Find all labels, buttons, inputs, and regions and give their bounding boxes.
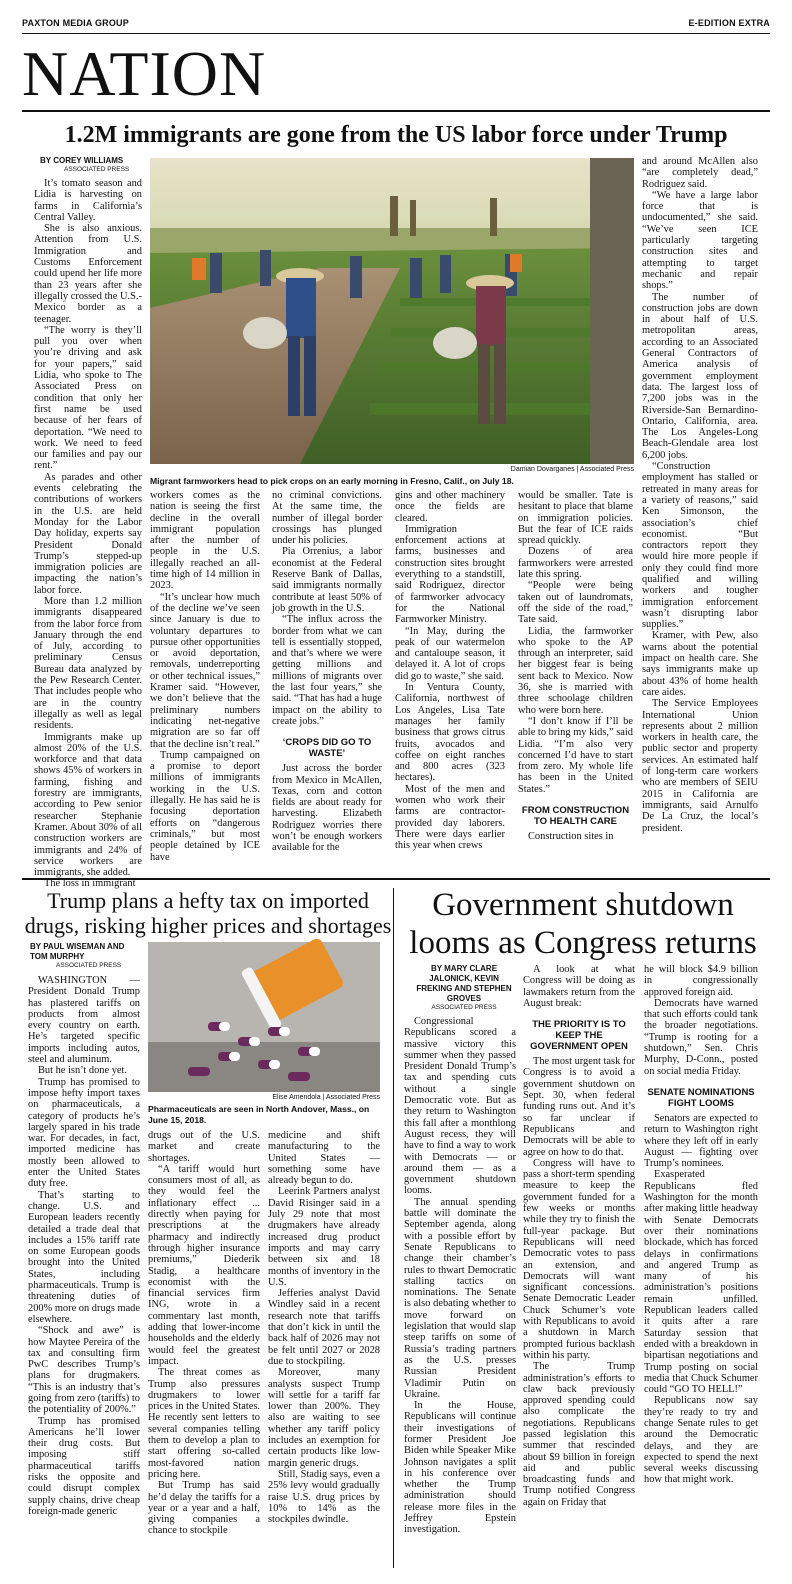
paragraph: The number of construction jobs are down in about half of U.S. metropolitan areas, according to an Associated General Contractors of America analysis of government employment data. The largest loss of 7,200 jobs was in the Riverside-San Bernardino-Ontario, California, area. The Los Angeles-Long Beach-Glendale area lost 6,200 jobs. — [642, 291, 758, 461]
story1-column-3 — [272, 490, 382, 870]
paragraph: drugs out of the U.S. market and create shortages. — [148, 1130, 260, 1164]
paragraph: workers comes as the nation is seeing the first decline in the overall immigrant population after the number of people in the U.S. illegally reached an all-time high of 14 million in 2023. — [150, 490, 260, 592]
paragraph: “A tariff would hurt consumers most of all, as they would feel the inflationary effect ... directly when paying for prescriptions at the pharmacy and indirectly through higher insurance premiums,” Diederik Stadig, a healthcare economist with the financial services firm ING, wrote in a commentary last month, adding that lower-income households and the elderly would feel the greatest impact. — [148, 1163, 260, 1367]
story1-column-5 — [518, 490, 633, 870]
story2-column-3 — [268, 1130, 380, 1567]
paragraph: Senators are expected to return to Washington right where they left off in early August — fighting over Trump’s nominees. — [644, 1112, 758, 1170]
paragraph: would be smaller. Tate is hesitant to place that blame on immigration policies. But the fear of ICE raids spread quickly. — [518, 490, 633, 547]
paragraph: Kramer, with Pew, also warns about the potential impact on health care. She says immigrants make up about 43% of home health care aides. — [642, 630, 758, 698]
paragraph: But he isn’t done yet. — [38, 1065, 127, 1077]
paragraph: no criminal convictions. At the same time, the number of illegal border crossings has plunged under his policies. — [272, 490, 382, 547]
section-rule — [22, 110, 770, 112]
story2-photo-credit: Elise Amendola | Associated Press — [272, 1094, 380, 1101]
paragraph: Most of the men and women who work their farms are contractor-provided day laborers. There were days earlier this year when crews — [395, 783, 505, 852]
paragraph: “It’s unclear how much of the decline we’ve seen since January is due to voluntary departures to pursue other opportunities or avoid deportation, removals, underreporting or other technical issues,” Kramer said. “However, we don’t believe that the preliminary numbers indicating net-negative migration are so far off that the decline isn’t real.” — [150, 591, 260, 750]
paragraph: “We have a large labor force that is undocumented,” she said. “We’ve seen ICE particularly targeting construction sites and attempting to target mechanic and repair shops.” — [642, 189, 758, 292]
paragraph: Construction sites in — [528, 831, 614, 843]
story3-byline — [414, 964, 514, 1012]
story1-column-4 — [395, 490, 505, 870]
paragraph: She is also anxious. Attention from U.S. Immigration and Customs Enforcement could upend her life more than 23 years after she illegally crossed the U.S.-Mexico border as a teenager. — [34, 223, 142, 325]
story2-photo-caption: Pharmaceuticals are seen in North Andover, Mass., on June 15, 2018. — [148, 1104, 370, 1125]
paragraph: But Trump has said he’d delay the tariffs for a year or a year and a half, giving companies a chance to stockpile — [148, 1480, 260, 1537]
paragraph: “In May, during the peak of our watermelon and cantaloupe season, it delayed it. A lot of crops did go to waste,” she said. — [395, 625, 505, 682]
paragraph: he will block $4.9 billion in congressionally approved foreign aid. — [644, 964, 758, 998]
paragraph: Leerink Partners analyst David Risinger said in a July 29 note that most drugmakers have already increased drug product imports and may carry between six and 18 months of inventory in the U.S. — [268, 1186, 380, 1288]
story2-column-2 — [148, 1130, 260, 1567]
paragraph: Dozens of area farmworkers were arrested late this spring. — [518, 546, 633, 581]
story2-byline — [30, 942, 142, 970]
story1-photo-credit: Damian Dovarganes | Associated Press — [510, 466, 634, 473]
paragraph: medicine and shift manufacturing to the United States — something some have already begun to do. — [268, 1130, 380, 1187]
paragraph: Still, Stadig says, even a 25% levy would gradually raise U.S. drug prices by 10% to 14% as the stockpiles dwindle. — [268, 1468, 380, 1526]
paragraph: In the House, Republicans will continue their investigations of former President Joe Biden while Speaker Mike Johnson navigates a split in his conference over whether the Trump administration should release more files in the Jeffrey Epstein investigation. — [404, 1400, 516, 1536]
story2-photo — [148, 942, 380, 1092]
paragraph: Jefferies analyst David Windley said in a recent research note that tariffs that don’t kick in until the back half of 2026 may not be felt until 2027 or 2028 due to stockpiling. — [268, 1288, 380, 1367]
publisher-name: PAXTON MEDIA GROUP — [22, 18, 129, 28]
paragraph: Democrats have warned that such efforts could tank the broader negotiations. “Trump is rooting for a shutdown,” Sen. Chris Murphy, D-Conn., posted on social media Friday. — [644, 997, 758, 1077]
paragraph: Pia Orrenius, a labor economist at the Federal Reserve Bank of Dallas, said immigrants normally contribute at least 50% of job growth in the U.S. — [272, 546, 382, 614]
story1-photo-caption: Migrant farmworkers head to pick crops on an early morning in Fresno, Calif., on July 18. — [150, 476, 514, 486]
story1-byline-author: BY COREY WILLIAMS — [40, 156, 124, 165]
paragraph: Trump has promised Americans he’ll lower their drug costs. But imposing stiff pharmaceutical tariffs risks the opposite and could disrupt complex supply chains, drive cheap foreign-made generic — [28, 1415, 140, 1517]
paragraph: Congressional Republicans scored a massive victory this summer when they passed President Donald Trump’s tax and spending cuts without a single Democratic vote. But as they return to Washington this fall after a monthlong August recess, they will have to find a way to work with Democrats — or around them — as a government shutdown looms. — [404, 1016, 516, 1197]
paragraph: Immigration enforcement actions at farms, businesses and construction sites brought everything to a standstill, said Rodriguez, director of farmworker advocacy for the National Farmworker Ministry. — [395, 523, 505, 626]
paragraph: In Ventura County, California, northwest of Los Angeles, Lisa Tate manages her family business that grows citrus fruits, avocados and coffee on eight ranches and 800 acres (323 hectares). — [395, 682, 505, 784]
paragraph: The most urgent task for Congress is to avoid a government shutdown on Sept. 30, when federal funding runs out. And it’s so far unclear if Republicans and Democrats will be able to agree on how to do that. — [523, 1056, 635, 1158]
story1-column-1 — [34, 178, 142, 890]
section-title: NATION — [22, 38, 267, 109]
paragraph: It’s tomato season and Lidia is harvesting on farms in California’s Central Valley. — [34, 178, 142, 223]
story3-column-1 — [404, 1016, 516, 1567]
paragraph: The loss in immigrant — [44, 878, 136, 890]
paragraph: The Service Employees International Union represents about 2 million workers in health care, the public sector and property services. An estimated half of long-term care workers who are members of SEIU 2015 in California are immigrants, said Arnulfo De La Cruz, the local’s president. — [642, 698, 758, 834]
column-divider — [393, 888, 394, 1568]
paragraph: A look at what Congress will be doing as lawmakers return from the August break: — [523, 964, 635, 1009]
story2-headline: Trump plans a hefty tax on imported drugs, risking higher prices and shortages — [24, 888, 392, 938]
story2-byline-author: BY PAUL WISEMAN AND TOM MURPHY — [30, 942, 125, 961]
paragraph: Trump campaigned on a promise to deport millions of immigrants working in the U.S. illegally. He has said he is focusing deportation efforts on “dangerous criminals,” but most people detained by ICE have — [150, 749, 260, 863]
top-rule — [22, 33, 770, 34]
paragraph: “I don’t know if I’ll be able to bring my kids,” said Lidia. “I’m also very concerned I’d have to start from zero. My whole life has been in the United States.” — [518, 715, 633, 795]
story3-subhead-senate: SENATE NOMINATIONS FIGHT LOOMS — [647, 1086, 755, 1109]
paragraph: Exasperated Republicans fled Washington for the month after making little headway with Senate Democrats over their nominations blockade, which has forced delays in confirmations and angered Trump as many of his administration’s positions remain unfilled. Republican leaders called it quits after a rare Saturday session that ended with a breakdown in bipartisan negotiations and Trump posting on social media that Chuck Schumer could “GO TO HELL!” — [644, 1169, 758, 1396]
story3-byline-org: ASSOCIATED PRESS — [431, 1004, 497, 1011]
story2-byline-org: ASSOCIATED PRESS — [56, 962, 122, 969]
paragraph: More than 1.2 million immigrants disappeared from the labor force from January through the end of July, according to preliminary Census Bureau data analyzed by the Pew Research Center. That includes people who are in the country illegally as well as legal residents. — [34, 595, 142, 732]
pills-photo-illustration — [148, 942, 380, 1092]
story1-byline — [40, 156, 135, 174]
paragraph: The Trump administration’s efforts to claw back previously approved spending could also complicate the negotiations. Republicans passed legislation this summer that rescinded about $9 billion in foreign aid and public broadcasting funds and Trump notified Congress again on Friday that — [523, 1361, 635, 1508]
edition-label: E-EDITION EXTRA — [688, 18, 770, 28]
paragraph: That’s starting to change. U.S. and European leaders recently detailed a trade deal that includes a 15% tariff rate on some European goods brought into the United States, including pharmaceuticals. Trump is threatening duties of 200% more on drugs made elsewhere. — [28, 1189, 140, 1325]
farmworkers-photo-illustration — [150, 158, 634, 464]
paragraph: The annual spending battle will dominate the September agenda, along with a possible effort by Senate Republicans to change their chamber’s rules to thwart Democratic stalling tactics on nominations. The Senate is also debating whether to move forward on legislation that would slap steep tariffs on some of Russia’s trading partners as the U.S. presses Russian President Vladimir Putin on Ukraine. — [404, 1196, 516, 1400]
paragraph: As parades and other events celebrating the contributions of workers in the U.S. are held Monday for the Labor Day holiday, experts say President Donald Trump’s stepped-up immigration policies are impacting the nation’s labor force. — [34, 471, 142, 596]
story2-column-1 — [28, 975, 140, 1567]
story3-headline: Government shutdown looms as Congress returns — [409, 887, 757, 961]
story1-headline: 1.2M immigrants are gone from the US labor force under Trump — [64, 122, 728, 148]
paragraph: “Shock and awe” is how Maytee Pereira of the tax and consulting firm PwC describes Trump’s plans for drugmakers. “This is an industry that’s going from zero (tariffs) to the potentiality of 200%.” — [28, 1325, 140, 1416]
paragraph: “Construction employment has stalled or retreated in many areas for a variety of reasons,” said Ken Simonson, the association’s chief economist. “But contractors report they would hire more people if only they could find more qualified and willing workers and tougher immigration enforcement wasn’t disrupting labor supplies.” — [642, 461, 758, 631]
paragraph: “People were being taken out of laundromats, off the side of the road,” Tate said. — [518, 580, 633, 626]
paragraph: gins and other machinery once the fields are cleared. — [395, 490, 505, 524]
paragraph: “The influx across the border from what we can tell is essentially stopped, and that’s where we were getting millions and millions of migrants over the last four years,” she said. “That has had a huge impact on the ability to create jobs.” — [272, 614, 382, 727]
story1-column-2 — [150, 490, 260, 870]
paragraph: Republicans now say they’re ready to try and change Senate rules to get around the Democratic delays, and they are expected to spend the next several weeks discussing how that might work. — [644, 1395, 758, 1486]
story1-subhead-crops: ‘CROPS DID GO TO WASTE’ — [282, 737, 372, 760]
paragraph: Congress will have to pass a short-term spending measure to keep the government funded for a few weeks or months while they try to finish the full-year package. But Republicans will need Democratic votes to pass an extension, and Democrats will want significant concessions. Senate Democratic Leader Chuck Schumer’s vote with Republicans to avoid a shutdown in March prompted furious backlash within his party. — [523, 1157, 635, 1361]
story1-byline-org: ASSOCIATED PRESS — [64, 166, 130, 173]
story1-photo — [150, 158, 634, 464]
paragraph: Lidia, the farmworker who spoke to the AP through an interpreter, said her biggest fear is being sent back to Mexico. Now 36, she is married with three schoolage children who were born here. — [518, 625, 633, 716]
paragraph: Moreover, many analysts suspect Trump will settle for a tariff far lower than 200%. They also are waiting to see whether any tariff policy includes an exemption for certain products like low-margin generic drugs. — [268, 1367, 380, 1469]
story1-subhead-construction: FROM CONSTRUCTION TO HEALTH CARE — [521, 805, 630, 828]
story-divider — [22, 878, 770, 880]
paragraph: and around McAllen also “are completely dead,” Rodriguez said. — [642, 156, 758, 190]
paragraph: “The worry is they’ll pull you over when you’re driving and ask for your papers,” said Lidia, who spoke to The Associated Press on condition that only her first name be used because of her fears of deportation. “We need to work. We need to feed our families and pay our rent.” — [34, 324, 142, 472]
paragraph: Immigrants make up almost 20% of the U.S. workforce and that data shows 45% of workers in farming, fishing and forestry are immigrants, according to Pew senior researcher Stephanie Kramer. About 30% of all construction workers are immigrants and 24% of service workers are immigrants, she added. — [34, 731, 142, 879]
story1-column-6 — [642, 156, 758, 870]
story3-subhead-government: THE PRIORITY IS TO KEEP THE GOVERNMENT OPEN — [530, 1019, 628, 1053]
story3-byline-author: BY MARY CLARE JALONICK, KEVIN FREKING AND STEPHEN GROVES — [416, 964, 512, 1003]
paragraph: WASHINGTON — President Donald Trump has plastered tariffs on products from almost every country on earth. He’s targeted specific imports including autos, steel and aluminum. — [28, 975, 140, 1066]
paragraph: Trump has promised to impose hefty import taxes on pharmaceuticals, a category of products he’s largely spared in his trade war. For decades, in fact, imported medicine has mostly been allowed to enter the United States duty free. — [28, 1076, 140, 1190]
paragraph: The threat comes as Trump also pressures drugmakers to lower prices in the United States. He recently sent letters to several companies telling them to develop a plan to start offering so-called most-favored nation pricing here. — [148, 1367, 260, 1480]
story3-column-3 — [644, 964, 758, 1567]
paragraph: Just across the border from Mexico in McAllen, Texas, corn and cotton fields are about ready for harvesting. Elizabeth Rodriguez worries there won’t be enough workers available for the — [272, 763, 382, 854]
top-bar — [22, 18, 770, 32]
story3-column-2 — [523, 964, 635, 1567]
